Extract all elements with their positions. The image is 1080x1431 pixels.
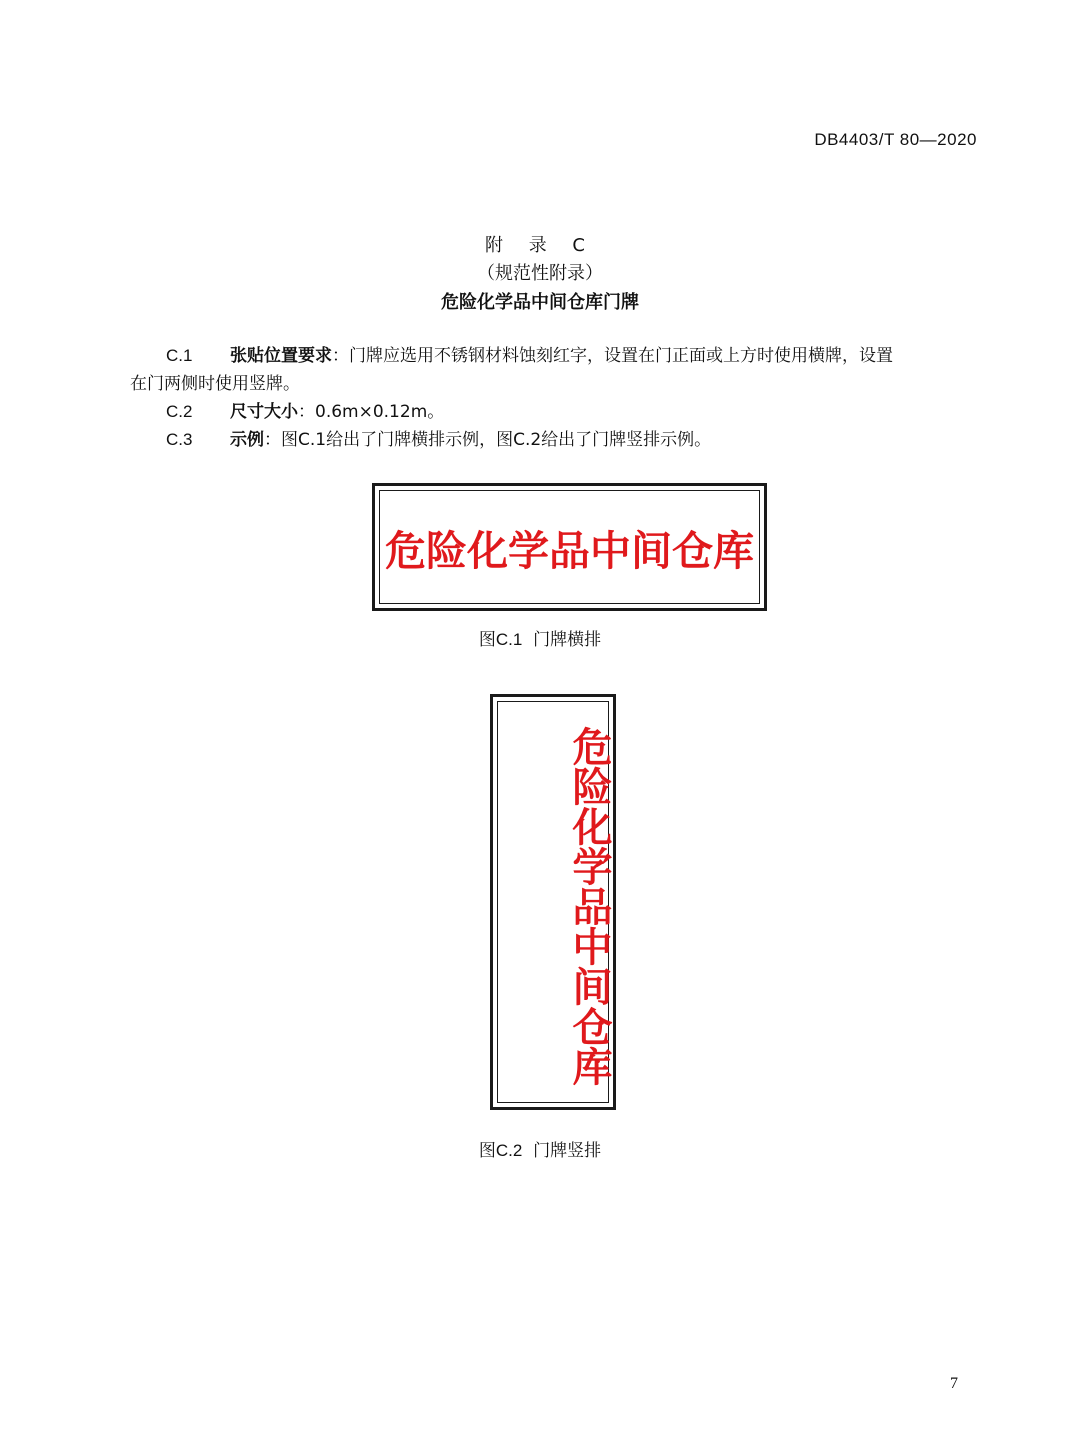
vertical-door-sign	[490, 694, 616, 1110]
clause-c2	[130, 398, 980, 426]
clause-number: C.3	[166, 430, 193, 449]
horizontal-door-sign	[372, 483, 767, 611]
clause-c1-continuation: 在门两侧时使用竖牌。	[130, 374, 300, 394]
clause-keyword: 张贴位置要求	[230, 346, 332, 366]
caption-number: 图C.1	[478, 630, 523, 649]
clause-c3	[130, 426, 980, 454]
page-number: 7	[950, 1375, 958, 1392]
horizontal-sign-text: 危险化学品中间仓库	[385, 526, 754, 575]
vertical-sign-text: 危险化学品中间仓库	[566, 726, 612, 1086]
clause-number: C.1	[166, 346, 193, 365]
clause-keyword: 示例	[230, 430, 264, 450]
clause-c1	[130, 342, 980, 370]
sign-inner-border	[379, 490, 760, 604]
figure-caption-c2	[0, 1136, 1080, 1161]
caption-text: 门牌横排	[533, 630, 602, 650]
caption-number: 图C.2	[478, 1141, 523, 1160]
clause-number: C.2	[166, 402, 193, 421]
clause-list	[130, 342, 980, 454]
document-code: DB4403/T 80—2020	[814, 130, 977, 149]
appendix-name: 危险化学品中间仓库门牌	[441, 292, 639, 313]
caption-text: 门牌竖排	[533, 1141, 602, 1161]
figure-caption-c1	[0, 625, 1080, 650]
clause-keyword: 尺寸大小	[230, 402, 298, 422]
clause-text: ：图C.1给出了门牌横排示例，图C.2给出了门牌竖排示例。	[264, 430, 712, 450]
appendix-title: 附 录 C	[484, 235, 595, 256]
sign-inner-border	[497, 701, 612, 1103]
clause-text: ：0.6m×0.12m。	[298, 402, 445, 422]
appendix-subtitle: （规范性附录）	[477, 263, 603, 284]
clause-text: ：门牌应选用不锈钢材料蚀刻红字，设置在门正面或上方时使用横牌，设置	[332, 346, 893, 366]
appendix-heading	[0, 232, 1080, 318]
